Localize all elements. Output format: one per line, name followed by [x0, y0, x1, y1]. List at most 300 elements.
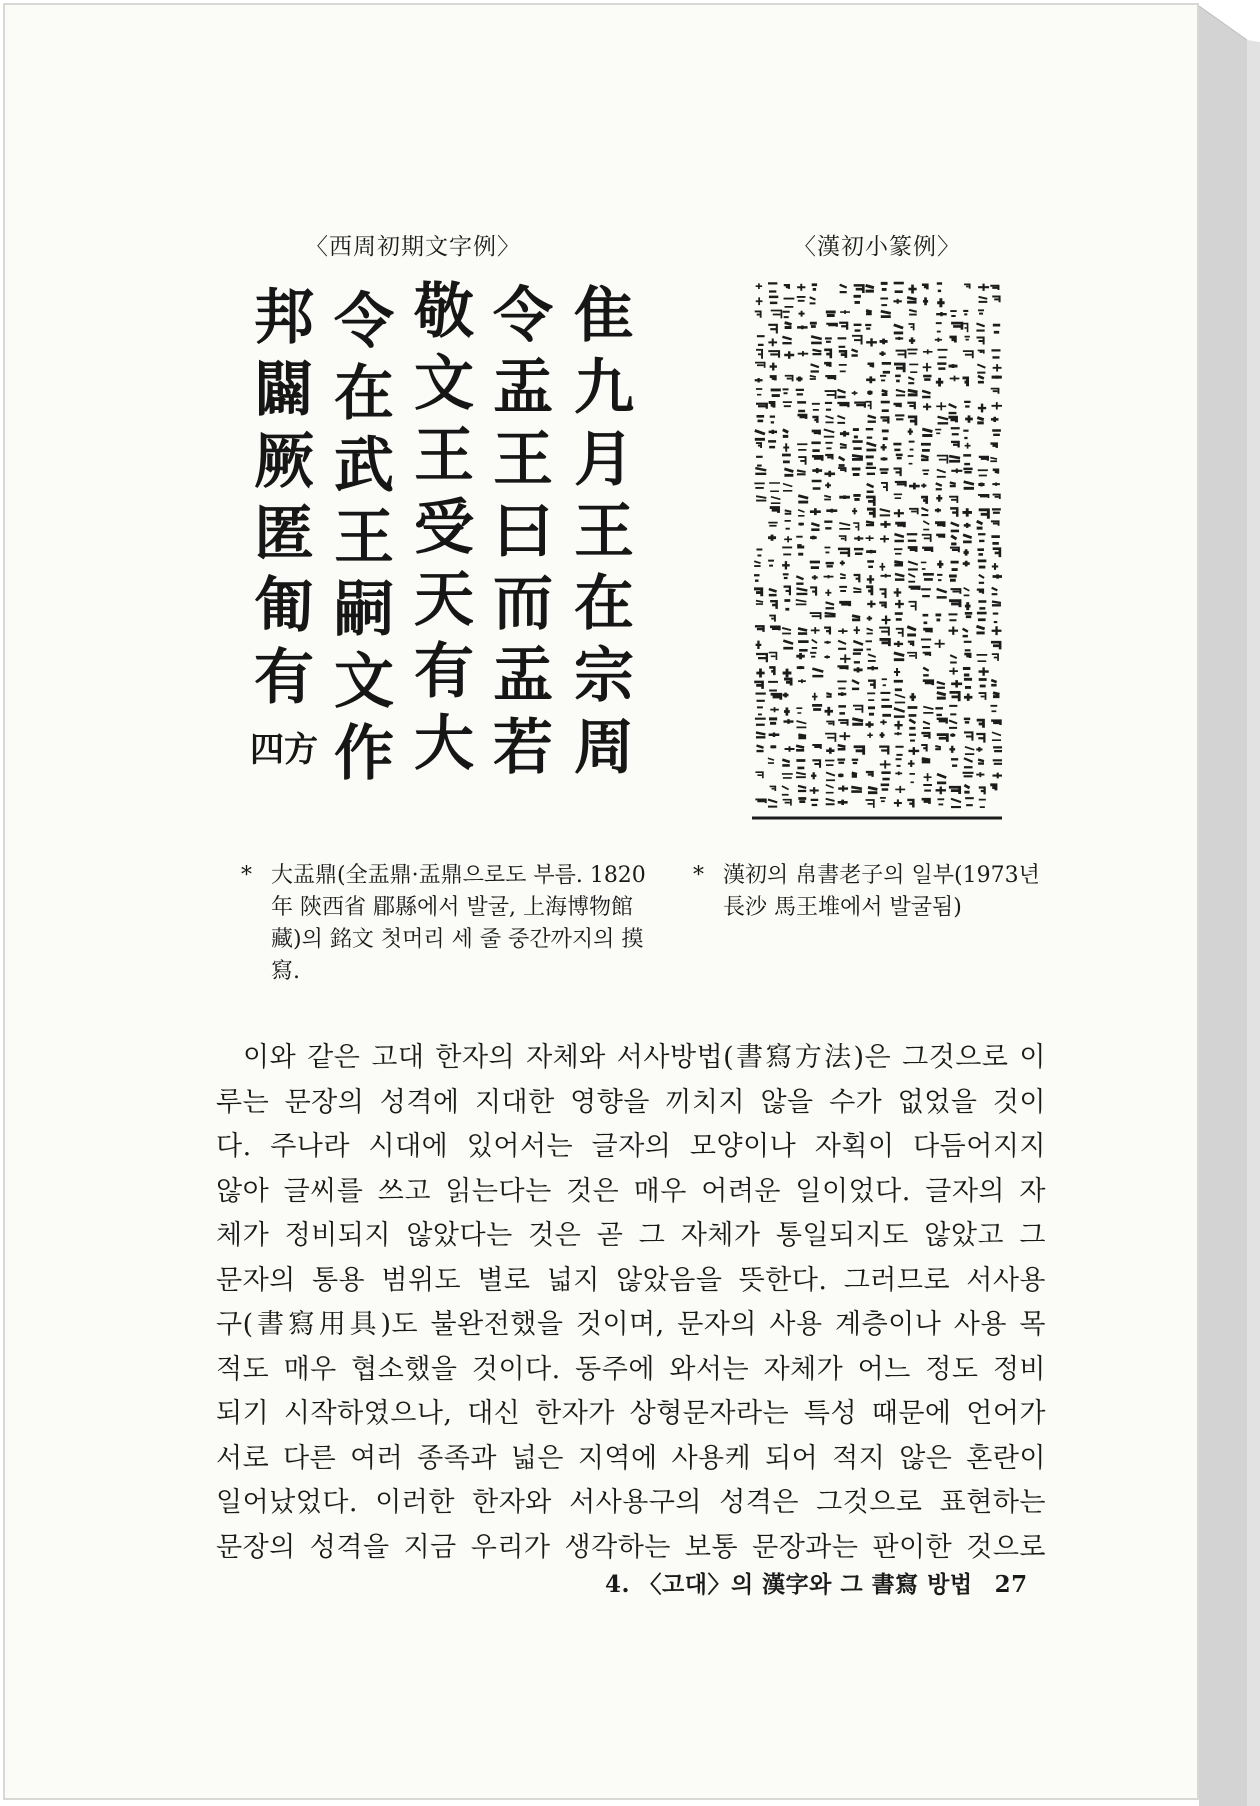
- manuscript-mark: [853, 523, 858, 531]
- inscription-column: [484, 280, 562, 784]
- manuscript-mark: [979, 457, 988, 461]
- manuscript-mark: [936, 402, 946, 410]
- manuscript-mark: [965, 747, 974, 754]
- manuscript-mark: [936, 378, 943, 387]
- manuscript-mark: [924, 773, 932, 781]
- manuscript-mark: [866, 550, 876, 553]
- manuscript-mark: [949, 337, 955, 342]
- manuscript-mark: [965, 798, 974, 805]
- manuscript-mark: [840, 574, 846, 578]
- manuscript-mark: [852, 680, 859, 689]
- manuscript-mark: [977, 364, 985, 372]
- manuscript-mark: [937, 298, 944, 307]
- manuscript-mark: [909, 337, 915, 343]
- manuscript-mark: [865, 721, 873, 727]
- manuscript-mark: [976, 747, 982, 752]
- manuscript-mark: [867, 575, 874, 583]
- manuscript-mark: [937, 719, 947, 724]
- manuscript-mark: [964, 719, 970, 722]
- manuscript-mark: [866, 497, 874, 506]
- manuscript-mark: [782, 628, 791, 634]
- manuscript-mark: [978, 404, 986, 413]
- manuscript-mark: [811, 627, 820, 634]
- manuscript-mark: [895, 772, 902, 776]
- manuscript-mark: [895, 482, 906, 487]
- manuscript-mark: [894, 708, 905, 716]
- manuscript-mark: [784, 536, 792, 542]
- inscription-glyph: 月: [574, 425, 634, 495]
- manuscript-mark: [798, 523, 803, 526]
- body-line: 서로 다른 여러 종족과 넓은 지역에 사용케 되어 적지 않은 혼란이: [216, 1442, 1046, 1474]
- manuscript-mark: [784, 351, 794, 358]
- manuscript-mark: [839, 351, 846, 358]
- manuscript-mark: [895, 694, 905, 702]
- manuscript-mark: [964, 679, 972, 687]
- manuscript-mark: [852, 336, 862, 345]
- manuscript-mark: [948, 614, 957, 620]
- manuscript-mark: [979, 788, 985, 795]
- manuscript-mark: [854, 403, 865, 408]
- manuscript-mark: [894, 681, 903, 689]
- manuscript-mark: [784, 707, 790, 715]
- manuscript-mark: [921, 456, 928, 460]
- manuscript-mark: [755, 626, 764, 632]
- manuscript-mark: [796, 390, 804, 394]
- manuscript-mark: [937, 350, 947, 358]
- manuscript-mark: [754, 682, 762, 689]
- manuscript-mark: [937, 560, 943, 568]
- manuscript-mark: [962, 378, 967, 386]
- manuscript-mark: [838, 774, 843, 778]
- manuscript-mark: [839, 587, 847, 591]
- manuscript-mark: [796, 708, 802, 713]
- body-line: 문자의 통용 범위도 별로 넓지 않았음을 뜻한다. 그러므로 서사용: [216, 1264, 1046, 1296]
- manuscript-mark: [854, 667, 863, 672]
- manuscript-mark: [894, 549, 902, 554]
- manuscript-mark: [951, 536, 956, 544]
- manuscript-mark: [909, 735, 916, 741]
- manuscript-mark: [825, 707, 833, 716]
- manuscript-mark: [839, 457, 845, 466]
- manuscript-mark: [909, 364, 918, 372]
- manuscript-mark: [811, 523, 819, 529]
- manuscript-mark: [963, 669, 970, 675]
- manuscript-mark: [979, 575, 984, 583]
- manuscript-mark: [907, 403, 914, 409]
- note-marker: *: [693, 863, 704, 888]
- manuscript-mark: [812, 669, 823, 676]
- manuscript-mark: [964, 654, 970, 658]
- manuscript-mark: [770, 745, 776, 748]
- body-line: 문장의 성격을 지금 우리가 생각하는 보통 문장과는 판이한 것으로: [216, 1531, 1046, 1563]
- manuscript-mark: [784, 587, 790, 596]
- manuscript-mark: [894, 562, 903, 565]
- manuscript-mark: [755, 719, 766, 725]
- manuscript-mark: [979, 667, 989, 675]
- manuscript-mark: [992, 732, 1001, 740]
- manuscript-mark: [951, 523, 959, 531]
- manuscript-mark: [908, 390, 918, 395]
- manuscript-mark: [796, 600, 807, 604]
- body-line: 적도 매우 협소했을 것이다. 동주에 와서는 자체가 어느 정도 정비: [216, 1353, 1046, 1385]
- manuscript-mark: [976, 626, 984, 633]
- manuscript-mark: [993, 747, 1002, 751]
- manuscript-mark: [977, 655, 988, 661]
- manuscript-mark: [837, 760, 845, 763]
- manuscript-mark: [783, 312, 790, 317]
- left-figure-note: [241, 860, 646, 988]
- manuscript-mark: [868, 364, 873, 368]
- manuscript-mark: [782, 760, 789, 766]
- manuscript-mark: [879, 351, 885, 356]
- manuscript-mark: [866, 800, 874, 808]
- manuscript-mark: [812, 417, 817, 423]
- manuscript-mark: [950, 548, 959, 553]
- manuscript-mark: [978, 561, 987, 567]
- manuscript-mark: [798, 786, 806, 791]
- inscription-glyph: 厥: [254, 427, 314, 497]
- manuscript-mark: [978, 350, 984, 353]
- manuscript-mark: [798, 679, 806, 683]
- inscription-glyph: 匿: [254, 499, 314, 569]
- manuscript-mark: [909, 442, 915, 450]
- manuscript-mark: [867, 733, 873, 738]
- manuscript-mark: [923, 681, 933, 685]
- manuscript-mark: [907, 653, 916, 659]
- manuscript-mark: [907, 350, 917, 354]
- manuscript-mark: [992, 626, 1002, 635]
- running-title: 4. 〈고대〉의 漢字와 그 書寫 방법: [605, 1571, 973, 1598]
- manuscript-mark: [853, 654, 861, 663]
- manuscript-mark: [895, 600, 904, 608]
- manuscript-mark: [826, 602, 835, 608]
- manuscript-mark: [896, 351, 906, 359]
- manuscript-mark: [810, 587, 816, 595]
- manuscript-mark: [880, 589, 886, 598]
- body-line: 구(書寫用具)도 불완전했을 것이며, 문자의 사용 계층이나 사용 목: [216, 1309, 1046, 1340]
- manuscript-mark: [882, 431, 889, 439]
- inscription-column: [565, 280, 643, 784]
- manuscript-mark: [825, 391, 836, 399]
- manuscript-mark: [839, 365, 847, 372]
- manuscript-mark: [755, 772, 762, 778]
- manuscript-mark: [991, 721, 1000, 725]
- manuscript-mark: [881, 574, 891, 578]
- manuscript-mark: [812, 350, 821, 354]
- manuscript-mark: [964, 758, 973, 767]
- manuscript-mark: [824, 522, 832, 529]
- manuscript-mark: [923, 349, 933, 354]
- manuscript-mark: [951, 759, 958, 765]
- manuscript-mark: [949, 746, 955, 753]
- manuscript-mark: [923, 722, 930, 728]
- manuscript-mark: [825, 443, 832, 449]
- manuscript-mark: [825, 338, 832, 341]
- manuscript-mark: [811, 800, 819, 805]
- manuscript-mark: [770, 377, 776, 381]
- manuscript-mark: [950, 733, 955, 736]
- inscription-glyph: 王: [574, 497, 634, 567]
- manuscript-mark: [991, 537, 999, 544]
- manuscript-mark: [978, 483, 984, 487]
- body-line: 다. 주나라 시대에 있어서는 글자의 모양이나 자획이 다듬어지지: [216, 1131, 1046, 1162]
- manuscript-mark: [783, 719, 793, 724]
- manuscript-mark: [908, 547, 916, 551]
- manuscript-mark: [825, 482, 831, 488]
- manuscript-mark: [825, 734, 835, 742]
- manuscript-mark: [812, 285, 817, 290]
- manuscript-mark: [879, 603, 885, 608]
- manuscript-mark: [770, 363, 777, 371]
- manuscript-mark: [976, 324, 984, 331]
- manuscript-mark: [977, 550, 984, 555]
- manuscript-mark: [865, 325, 871, 329]
- manuscript-mark: [949, 456, 960, 461]
- manuscript-mark: [880, 760, 891, 768]
- manuscript-mark: [963, 469, 972, 472]
- inscription-glyph: 匍: [254, 571, 314, 641]
- manuscript-mark: [979, 297, 988, 302]
- manuscript-mark: [852, 442, 862, 449]
- manuscript-mark: [797, 415, 806, 419]
- manuscript-mark: [769, 297, 778, 303]
- manuscript-mark: [785, 746, 795, 752]
- manuscript-mark: [896, 390, 905, 396]
- manuscript-mark: [756, 641, 762, 649]
- manuscript-mark: [853, 495, 860, 499]
- manuscript-mark: [754, 561, 760, 566]
- manuscript-mark: [797, 284, 805, 291]
- body-line: 일어났었다. 이러한 한자와 서사용구의 성격은 그것으로 표현하는: [216, 1487, 1046, 1518]
- manuscript-mark: [935, 615, 941, 620]
- manuscript-mark: [784, 679, 791, 685]
- manuscript-mark: [796, 773, 806, 778]
- manuscript-mark: [783, 641, 793, 649]
- manuscript-mark: [936, 312, 947, 316]
- manuscript-mark: [950, 482, 956, 486]
- manuscript-mark: [907, 800, 913, 807]
- manuscript-mark: [825, 589, 831, 596]
- manuscript-mark: [866, 443, 876, 450]
- manuscript-mark: [826, 509, 837, 513]
- manuscript-mark: [867, 629, 873, 634]
- manuscript-mark: [993, 693, 1000, 697]
- manuscript-mark: [894, 799, 902, 806]
- manuscript-mark: [796, 761, 805, 768]
- manuscript-mark: [838, 706, 846, 713]
- manuscript-mark: [866, 285, 874, 291]
- manuscript-mark: [770, 417, 775, 423]
- manuscript-mark: [895, 376, 901, 381]
- manuscript-mark: [838, 800, 848, 805]
- manuscript-mark: [908, 642, 913, 646]
- manuscript-mark: [951, 428, 960, 434]
- manuscript-mark: [782, 337, 791, 343]
- manuscript-mark: [894, 641, 903, 647]
- manuscript-mark: [909, 310, 917, 315]
- manuscript-mark: [825, 761, 834, 766]
- manuscript-mark: [771, 497, 781, 503]
- manuscript-mark: [977, 521, 983, 528]
- inscription-glyph: 王: [493, 425, 553, 495]
- manuscript-mark: [812, 693, 817, 701]
- manuscript-mark: [825, 613, 836, 616]
- manuscript-mark: [837, 390, 845, 397]
- manuscript-mark: [783, 693, 789, 698]
- manuscript-mark: [769, 733, 780, 737]
- manuscript-mark: [880, 732, 885, 738]
- manuscript-mark: [908, 574, 915, 582]
- manuscript-mark: [881, 311, 891, 316]
- manuscript-mark: [825, 376, 835, 380]
- manuscript-mark: [964, 482, 974, 489]
- manuscript-mark: [880, 509, 890, 515]
- manuscript-mark: [784, 600, 790, 609]
- manuscript-mark: [796, 746, 804, 751]
- manuscript-mark: [810, 297, 816, 303]
- manuscript-mark: [812, 468, 822, 473]
- manuscript-mark: [894, 283, 904, 292]
- manuscript-mark: [979, 800, 986, 807]
- manuscript-mark: [893, 444, 901, 450]
- manuscript-mark: [769, 403, 774, 408]
- manuscript-mark: [866, 468, 876, 474]
- manuscript-mark: [852, 391, 858, 395]
- manuscript-mark: [796, 376, 802, 381]
- manuscript-mark: [769, 616, 775, 622]
- manuscript-mark: [824, 471, 835, 477]
- manuscript-mark: [979, 510, 989, 519]
- manuscript-mark: [909, 509, 918, 514]
- manuscript-mark: [990, 706, 997, 711]
- manuscript-mark: [978, 760, 984, 764]
- manuscript-mark: [978, 601, 986, 608]
- manuscript-mark: [810, 323, 817, 326]
- manuscript-mark: [951, 468, 962, 473]
- manuscript-mark: [880, 469, 889, 472]
- manuscript-mark: [768, 325, 777, 334]
- running-footer: [605, 1566, 1028, 1599]
- manuscript-mark: [811, 364, 819, 371]
- note-marker: *: [241, 863, 252, 888]
- manuscript-mark: [824, 350, 831, 358]
- manuscript-mark: [882, 363, 891, 372]
- manuscript-mark: [949, 706, 957, 715]
- manuscript-mark: [993, 574, 1002, 578]
- manuscript-mark: [951, 799, 961, 807]
- manuscript-mark: [771, 390, 781, 396]
- manuscript-mark: [866, 641, 872, 649]
- manuscript-mark: [922, 535, 931, 542]
- manuscript-mark: [964, 284, 970, 288]
- manuscript-mark: [963, 324, 968, 333]
- manuscript-mark: [895, 786, 905, 793]
- manuscript-mark: [768, 339, 777, 347]
- manuscript-mark: [964, 732, 972, 740]
- manuscript-mark: [894, 653, 904, 660]
- manuscript-mark: [991, 389, 999, 394]
- manuscript-mark: [992, 509, 1001, 512]
- manuscript-mark: [755, 468, 766, 474]
- left-note-text: 大盂鼎(全盂鼎·盂鼎으로도 부름. 1820年 陝西省 郿縣에서 발굴, 上海博物館藏)의 銘文 첫머리 세 줄 중간까지의 摸寫.: [271, 863, 646, 984]
- manuscript-mark: [949, 404, 957, 413]
- right-figure-note: [693, 860, 1053, 924]
- manuscript-mark: [923, 363, 932, 372]
- manuscript-mark: [992, 482, 999, 485]
- manuscript-mark: [895, 747, 903, 755]
- manuscript-mark: [854, 747, 864, 755]
- manuscript-mark: [881, 283, 888, 289]
- manuscript-mark: [950, 692, 960, 701]
- manuscript-mark: [852, 760, 858, 763]
- inscription-glyph: 盂: [493, 641, 553, 711]
- manuscript-mark: [754, 483, 764, 488]
- manuscript-mark: [771, 311, 782, 319]
- manuscript-mark: [811, 772, 816, 779]
- manuscript-mark: [810, 376, 816, 379]
- manuscript-mark: [866, 587, 872, 595]
- manuscript-mark: [908, 602, 915, 611]
- manuscript-mark: [754, 589, 762, 596]
- manuscript-mark: [812, 481, 822, 488]
- manuscript-mark: [977, 720, 984, 728]
- manuscript-mark: [991, 350, 1000, 357]
- manuscript-mark: [936, 495, 942, 502]
- manuscript-mark: [963, 351, 973, 358]
- manuscript-mark: [784, 299, 795, 307]
- manuscript-mark: [922, 548, 932, 552]
- manuscript-mark: [963, 629, 968, 636]
- inscription-glyph: 大: [414, 709, 474, 779]
- manuscript-mark: [866, 535, 874, 541]
- inscription-glyph: 在: [574, 569, 634, 639]
- manuscript-mark: [811, 443, 820, 451]
- inscription-glyph: 武: [334, 431, 394, 501]
- manuscript-mark: [921, 497, 927, 504]
- manuscript-mark: [796, 588, 807, 594]
- manuscript-mark: [854, 575, 860, 582]
- manuscript-mark: [755, 378, 763, 382]
- manuscript-mark: [882, 390, 888, 394]
- manuscript-mark: [881, 785, 889, 790]
- manuscript-mark: [851, 787, 862, 792]
- manuscript-mark: [937, 470, 946, 477]
- manuscript-mark: [783, 389, 789, 393]
- manuscript-mark: [908, 324, 913, 330]
- manuscript-mark: [840, 310, 850, 314]
- manuscript-mark: [810, 787, 819, 794]
- manuscript-mark: [991, 680, 996, 685]
- body-paragraph: [216, 1036, 1046, 1570]
- manuscript-mark: [951, 562, 959, 569]
- manuscript-mark: [798, 642, 809, 651]
- manuscript-mark: [868, 681, 875, 689]
- manuscript-mark: [756, 669, 764, 678]
- manuscript-mark: [824, 575, 834, 578]
- manuscript-mark: [935, 523, 944, 527]
- manuscript-mark: [868, 708, 875, 714]
- manuscript-mark: [949, 668, 958, 675]
- page-edge-graphic: [1199, 0, 1260, 1806]
- manuscript-mark: [826, 722, 833, 726]
- manuscript-mark: [812, 705, 822, 709]
- manuscript-mark: [798, 735, 806, 738]
- manuscript-mark: [810, 508, 821, 515]
- manuscript-mark: [907, 534, 917, 541]
- manuscript-mark: [797, 402, 806, 411]
- manuscript-mark: [757, 707, 763, 714]
- manuscript-mark: [783, 430, 788, 437]
